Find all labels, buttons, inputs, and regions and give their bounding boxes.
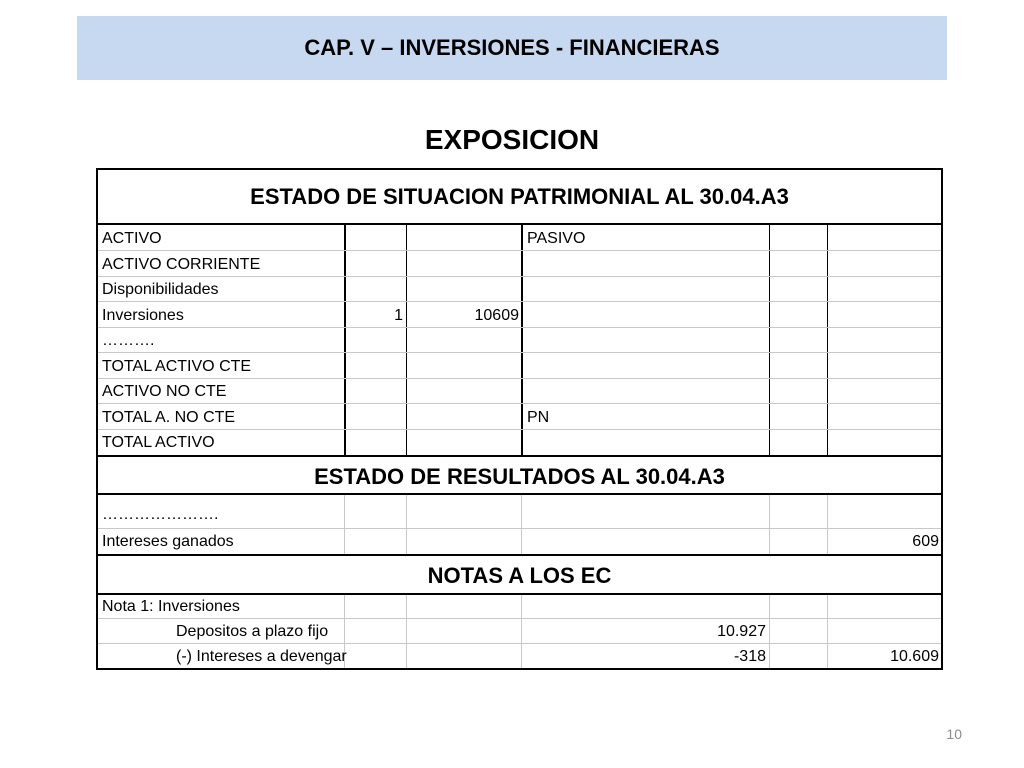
net-total-amount: 10.609 (890, 648, 939, 665)
balance-row-label: Inversiones (102, 307, 184, 324)
inversiones-qty: 1 (394, 307, 403, 324)
gridline (521, 495, 522, 554)
page-number: 10 (946, 726, 962, 742)
balance-header: ESTADO DE SITUACION PATRIMONIAL AL 30.04.A3 (250, 184, 789, 209)
gridline (406, 595, 407, 668)
balance-row-label: TOTAL ACTIVO (102, 434, 215, 451)
pasivo-label: PASIVO (527, 230, 586, 247)
gridline (769, 595, 770, 668)
divider (98, 455, 941, 457)
results-row-label: Intereses ganados (102, 533, 234, 550)
gridline (827, 595, 828, 668)
gridline (521, 595, 522, 668)
gridline (98, 301, 941, 302)
balance-row-label: TOTAL ACTIVO CTE (102, 358, 252, 375)
divider (406, 225, 407, 455)
depositos-amount: 10.927 (717, 623, 766, 640)
gridline (98, 378, 941, 379)
results-row-label: …………………. (102, 506, 219, 523)
divider (827, 225, 828, 455)
pn-label: PN (527, 409, 550, 426)
intereses-ganados-amount: 609 (912, 533, 939, 550)
gridline (98, 618, 941, 619)
notes-header: NOTAS A LOS EC (427, 563, 612, 588)
inversiones-amount: 10609 (474, 307, 519, 324)
gridline (344, 495, 345, 554)
balance-row-label: ACTIVO NO CTE (102, 383, 227, 400)
gridline (98, 327, 941, 328)
divider (98, 493, 941, 495)
divider (769, 225, 770, 455)
slide-title: CAP. V – INVERSIONES - FINANCIERAS (304, 35, 720, 60)
note-row-label: Depositos a plazo fijo (176, 623, 329, 640)
gridline (98, 528, 941, 529)
gridline (98, 643, 941, 644)
divider (98, 223, 941, 225)
slide-subtitle: EXPOSICION (424, 124, 600, 155)
gridline (98, 276, 941, 277)
balance-row-label: ACTIVO CORRIENTE (102, 256, 261, 273)
balance-row-label: TOTAL A. NO CTE (102, 409, 236, 426)
gridline (98, 403, 941, 404)
title-bar (77, 16, 947, 80)
intereses-devengar-amount: -318 (733, 648, 766, 665)
gridline (769, 495, 770, 554)
balance-row-label: ………. (102, 332, 155, 349)
gridline (98, 250, 941, 251)
balance-row-label: Disponibilidades (102, 281, 219, 298)
gridline (406, 495, 407, 554)
divider (98, 554, 941, 556)
gridline (98, 429, 941, 430)
gridline (827, 495, 828, 554)
divider (521, 225, 523, 455)
divider (344, 225, 346, 455)
balance-row-label: ACTIVO (102, 230, 162, 247)
spreadsheet-table (96, 168, 943, 670)
note-label: Nota 1: Inversiones (102, 598, 240, 615)
results-header: ESTADO DE RESULTADOS AL 30.04.A3 (314, 464, 725, 489)
gridline (98, 352, 941, 353)
note-row-label: (-) Intereses a devengar (176, 648, 347, 665)
divider (98, 593, 941, 595)
